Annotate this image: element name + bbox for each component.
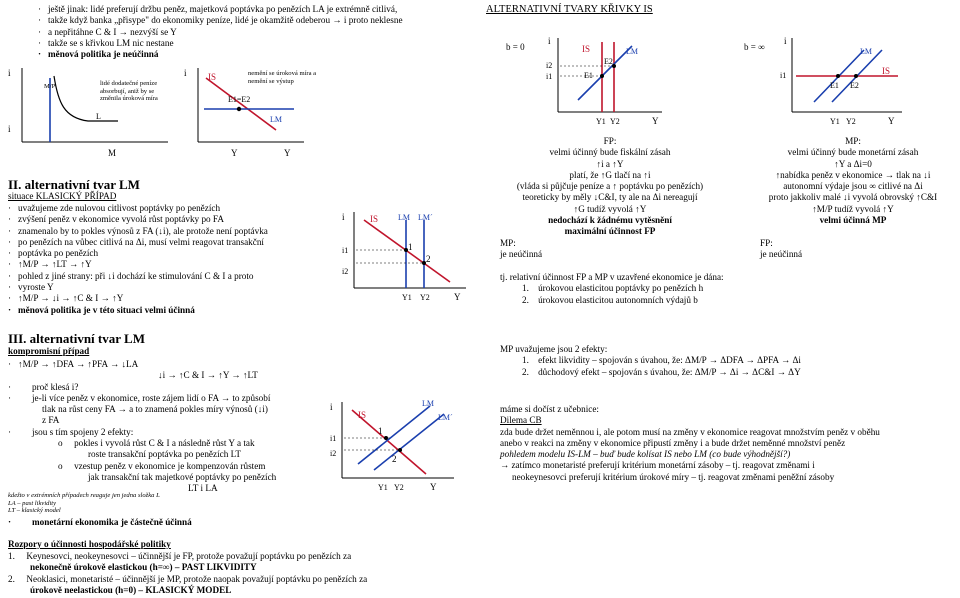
ga-axis-y: Y — [652, 116, 659, 126]
g3-axis-y: Y — [454, 292, 461, 302]
fp-mp-head: MP: — [500, 238, 516, 248]
g1-mp-label: M/P — [44, 83, 56, 90]
sec3-l1: · ↑M/P → ↑DFA → ↑PFA → ↓LA — [8, 359, 276, 370]
gb-e1: E1 — [830, 81, 839, 90]
fp-line: nedochází k žádnému vytěsnění — [548, 215, 672, 226]
ga-y1: Y1 — [596, 117, 606, 126]
fp-mp-val: je neúčinná — [500, 249, 543, 260]
sec2-item: · ↑M/P → ↓i → ↑C & I → ↑Y — [8, 293, 268, 304]
col1-top-text — [38, 4, 403, 60]
sec3-l4c: z FA — [42, 415, 60, 426]
g4-point2: 2 — [392, 454, 397, 464]
sum4: anebo v reakci na změny v ekonomice připustí změny i a bude držet neměnné množství peněz — [500, 437, 846, 448]
g2-e-label: E1=E2 — [228, 95, 251, 104]
gb-e2: E2 — [850, 81, 859, 90]
mp-head: MP: — [845, 136, 861, 146]
g4-y2: Y2 — [394, 483, 404, 492]
g3-axis-i: i — [342, 212, 345, 222]
sec2-item: · vyroste Y — [8, 282, 268, 293]
ga-e2: E2 — [604, 57, 613, 66]
sec3-l7b: jak transakční tak majetkové poptávky po penězích — [88, 471, 277, 482]
sec2-item: · měnová politika je v této situaci velmi účinná — [8, 305, 268, 316]
fp-line: ↑i a ↑Y — [596, 158, 624, 169]
g2-axis-y2: Y — [284, 148, 291, 158]
g1-axis-m: M — [108, 148, 117, 158]
rozpory-title: Rozpory o účinnosti hospodářské politiky — [8, 539, 171, 549]
g2-is-label: IS — [208, 72, 217, 82]
ga-i2: i2 — [546, 61, 553, 70]
sec2-item: · ↑M/P → ↑LT → ↑Y — [8, 259, 268, 270]
sec3-note3: LT – klasický model — [8, 507, 61, 515]
g3-lm2-label: LM´ — [418, 213, 433, 222]
ga-b-label: b = 0 — [506, 42, 525, 52]
mp-line: ↑nabídka peněz v ekonomice → tlak na ↓i — [775, 169, 931, 180]
rozpory-list: 1. Keynesovci, neokeynesovci – účinnější je FP, protože považují poptávku po penězích za nekonečně úrokově elastickou (h=∞) – PAST LIKVIDITY 2. Neoklasici, monetaristé – účinnější je MP, protože naopak považují poptávku po penězích za úrokově neelastickou (h=0) – KLASICKÝ MODEL — [8, 551, 368, 595]
tj-item2: úrokovou elasticitou autonomních výdajů b — [538, 294, 698, 305]
g4-i2: i2 — [330, 449, 337, 458]
sum3: zda bude držet neměnnou i, ale potom musí na změny v ekonomice reagovat množstvím peněz v oběhu — [500, 426, 880, 437]
sec2-item: · poptávka po penězích — [8, 248, 268, 259]
fp-line: ↑G tudíž vyvolá ↑Y — [573, 203, 647, 214]
sec2-item: · uvažujeme zde nulovou citlivost poptávky po penězích — [8, 203, 268, 214]
tj-head: tj. relativní účinnost FP a MP v uzavřené ekonomice je dána: — [500, 272, 724, 282]
sec2-item: · zvýšení peněz v ekonomice vyvolá růst poptávky po FA — [8, 214, 268, 225]
ga-y2: Y2 — [610, 117, 620, 126]
gb-is-label: IS — [882, 66, 891, 76]
fp-line: platí, že ↑G tlačí na ↑i — [569, 169, 651, 180]
sec2-list — [8, 203, 268, 316]
g3-y2: Y2 — [420, 293, 430, 302]
sec3-l5: · jsou s tím spojeny 2 efekty: — [8, 427, 276, 438]
sum7: neokeynesovci preferují kritérium úrokové míry – tj. reagovat změnami peněžní zásoby — [512, 471, 835, 482]
g3-i2: i2 — [342, 267, 349, 276]
fp-head: FP: — [603, 136, 617, 146]
vertical-is-graph — [486, 30, 676, 130]
sec3-l7: o vzestup peněz v ekonomice je kompenzován růstem — [58, 460, 266, 471]
mp-line: velmi účinný bude monetární zásah — [787, 147, 919, 158]
sum5: pohledem modelu IS-LM – buď bude kolísat IS nebo LM (co bude výhodnější?) — [500, 449, 791, 460]
sec3-l6: o pokles i vyvolá růst C & I a následně růst Y a tak — [58, 438, 255, 449]
g1-axis-i: i — [8, 68, 11, 78]
mp-fp-head: FP: — [760, 238, 773, 248]
sec3-notes — [8, 492, 248, 515]
ga-is-label: IS — [582, 44, 591, 54]
g2-note: nemění se úroková míra a nemění se výstup — [248, 70, 317, 85]
g3-lm-label: LM — [398, 213, 410, 222]
fp-mp — [500, 238, 542, 261]
mp-fp-val: je neúčinná — [760, 249, 803, 260]
sec3-block — [8, 359, 276, 495]
gb-i1: i1 — [780, 71, 787, 80]
g4-y1: Y1 — [378, 483, 388, 492]
sec3-l4b: tlak na růst ceny FA → a to znamená pokles míry výnosů (↓i) — [42, 404, 268, 415]
mp-line: ↑M/P tudíž vyvolá ↑Y — [812, 203, 894, 214]
g3-point2: 2 — [426, 254, 431, 264]
g4-lm-label: LM — [422, 399, 434, 408]
gb-y2: Y2 — [846, 117, 856, 126]
g2-axis-y: Y — [231, 148, 238, 158]
col1-line: · a nepřitáhne C & I → nezvýší se Y — [38, 27, 403, 38]
col1-line: · měnová politika je neúčinná — [38, 49, 403, 60]
sec2-item: · pohled z jiné strany: při ↓i dochází ke stimulování C & I a proto — [8, 271, 268, 282]
summary-block — [500, 404, 880, 483]
compromise-lm-graph — [330, 398, 460, 494]
gb-axis-i: i — [784, 36, 787, 46]
gb-lm-label: LM — [860, 47, 872, 56]
mp-line: velmi účinná MP — [819, 215, 887, 226]
g4-axis-y: Y — [430, 482, 437, 492]
col1-line: · takže když banka „přisype" do ekonomiky peníze, lidé je okamžitě odeberou → i proto neklesne — [38, 15, 403, 26]
sec2-item: · po penězích na vůbec citlivá na Δi, musí velmi reagovat transakční — [8, 237, 268, 248]
g3-y1: Y1 — [402, 293, 412, 302]
sec2-subtitle: situace KLASICKÝ PŘÍPAD — [8, 191, 117, 201]
right-title: ALTERNATIVNÍ TVARY KŘIVKY IS — [486, 4, 653, 15]
mp-fp — [760, 238, 802, 261]
sec3-l3: · proč klesá i? — [8, 382, 276, 393]
gb-b-label: b = ∞ — [744, 42, 765, 52]
sum1: máme si dočíst z učebnice: — [500, 404, 599, 414]
sec3-subtitle: kompromisní případ — [8, 346, 90, 356]
liquidity-trap-graph — [8, 64, 178, 162]
rozpory-p1b: nekonečně úrokově elastickou (h=∞) – PAST LIKVIDITY — [30, 562, 257, 573]
mp2-item1: efekt likvidity – spojován s úvahou, že: ΔM/P → ΔDFA → ΔPFA → Δi — [538, 355, 801, 366]
mp-line: ↑Y a Δi=0 — [834, 158, 872, 169]
rozpory-p1a: Keynesovci, neokeynesovci – účinnější je FP, protože považují poptávku po penězích za — [26, 551, 352, 561]
fp-line: (vláda si půjčuje peníze a ↑ poptávku po penězích) — [516, 181, 704, 192]
g4-point1: 1 — [378, 426, 383, 436]
mp2-head: MP uvažujeme jsou 2 efekty: — [500, 344, 608, 354]
mp-block — [748, 136, 958, 226]
g2-axis-i: i — [184, 68, 187, 78]
sec3-note1: kdežto v extrémních případech reaguje jen jedna složka L — [8, 492, 160, 499]
g4-i1: i1 — [330, 434, 337, 443]
g4-axis-i: i — [330, 402, 333, 412]
g1-l-label: L — [96, 112, 101, 121]
sec3-l7c: LT i LA — [188, 483, 218, 494]
gb-y1: Y1 — [830, 117, 840, 126]
sec3-conclusion: · monetární ekonomika je částečně účinná — [8, 517, 192, 528]
mp2-block: MP uvažujeme jsou 2 efekty: 1. efekt likvidity – spojován s úvahou, že: ΔM/P → ΔDFA → ΔPFA → Δi 2. důchodový efekt – spojován s úvahou, že: ΔM/P → Δi → ΔC&I → ΔY — [500, 344, 801, 377]
fp-block — [500, 136, 720, 238]
col1-line: · ještě jinak: lidé preferují držbu peněz, majetková poptávka po penězích LA je extrémně citlivá, — [38, 4, 403, 15]
sec3-l6b: roste transakční poptávka po penězích LT — [88, 449, 241, 460]
sec3-title: III. alternativní tvar LM — [8, 331, 145, 346]
sec3-l4: · je-li více peněz v ekonomice, roste zájem lidí o FA → to způsobí — [8, 393, 276, 404]
ga-e1: E1 — [584, 71, 593, 80]
sec3-l2: ↓i → ↑C & I → ↑Y → ↑LT — [158, 370, 258, 381]
sec2-title: II. alternativní tvar LM — [8, 177, 140, 192]
sec3-note2: LA – past likvidity — [8, 499, 57, 507]
ga-i1: i1 — [546, 72, 553, 81]
g3-i1: i1 — [342, 246, 349, 255]
tj-block: tj. relativní účinnost FP a MP v uzavřené ekonomice je dána: 1. úrokovou elasticitou poptávky po penězích h 2. úrokovou elasticitou autonomních výdajů b — [500, 272, 724, 305]
sum2: Dilema CB — [500, 415, 542, 426]
ga-axis-i: i — [548, 36, 551, 46]
mp-line: autonomní výdaje jsou ∞ citlivé na Δi — [783, 181, 923, 192]
flat-is-graph — [732, 30, 932, 130]
mp-line: proto jakkoliv malé ↓i vyvolá obrovský ↑C&I — [768, 192, 938, 203]
ga-lm-label: LM — [626, 47, 638, 56]
rozpory-p2a: Neoklasici, monetaristé – účinnější je MP, protože naopak považují poptávku po penězích za — [26, 573, 368, 584]
fp-line: velmi účinný bude fiskální zásah — [549, 147, 671, 158]
mp2-item2: důchodový efekt – spojován s úvahou, že: ΔM/P → Δi → ΔC&I → ΔY — [538, 366, 801, 377]
sec2-item: · znamenalo by to pokles výnosů z FA (↓i), ale protože není poptávka — [8, 226, 268, 237]
gb-axis-y: Y — [888, 116, 895, 126]
g1-axis-ibar: i — [8, 124, 11, 134]
g2-lm-label: LM — [270, 115, 282, 124]
fp-line: teoreticky by měly ↓C&I, ty ale na Δi nereagují — [522, 192, 698, 203]
g1-note: lidé dodatečné peníze absorbují, aniž by se změnila úroková míra — [100, 80, 158, 103]
col1-line: · takže se s křivkou LM nic nestane — [38, 38, 403, 49]
fp-line: maximální účinnost FP — [564, 226, 656, 237]
vertical-lm-graph — [342, 208, 472, 308]
g4-lm2-label: LM´ — [438, 413, 453, 422]
tj-item1: úrokovou elasticitou poptávky po penězích h — [538, 283, 704, 294]
g3-is-label: IS — [370, 214, 379, 224]
sum6: → zatímco monetaristé preferují kritérium monetární zásoby – tj. reagovat změnami i — [500, 460, 815, 471]
g3-point1: 1 — [408, 242, 413, 252]
rozpory-p2b: úrokově neelastickou (h=0) – KLASICKÝ MODEL — [30, 584, 232, 595]
g4-is-label: IS — [358, 410, 367, 420]
